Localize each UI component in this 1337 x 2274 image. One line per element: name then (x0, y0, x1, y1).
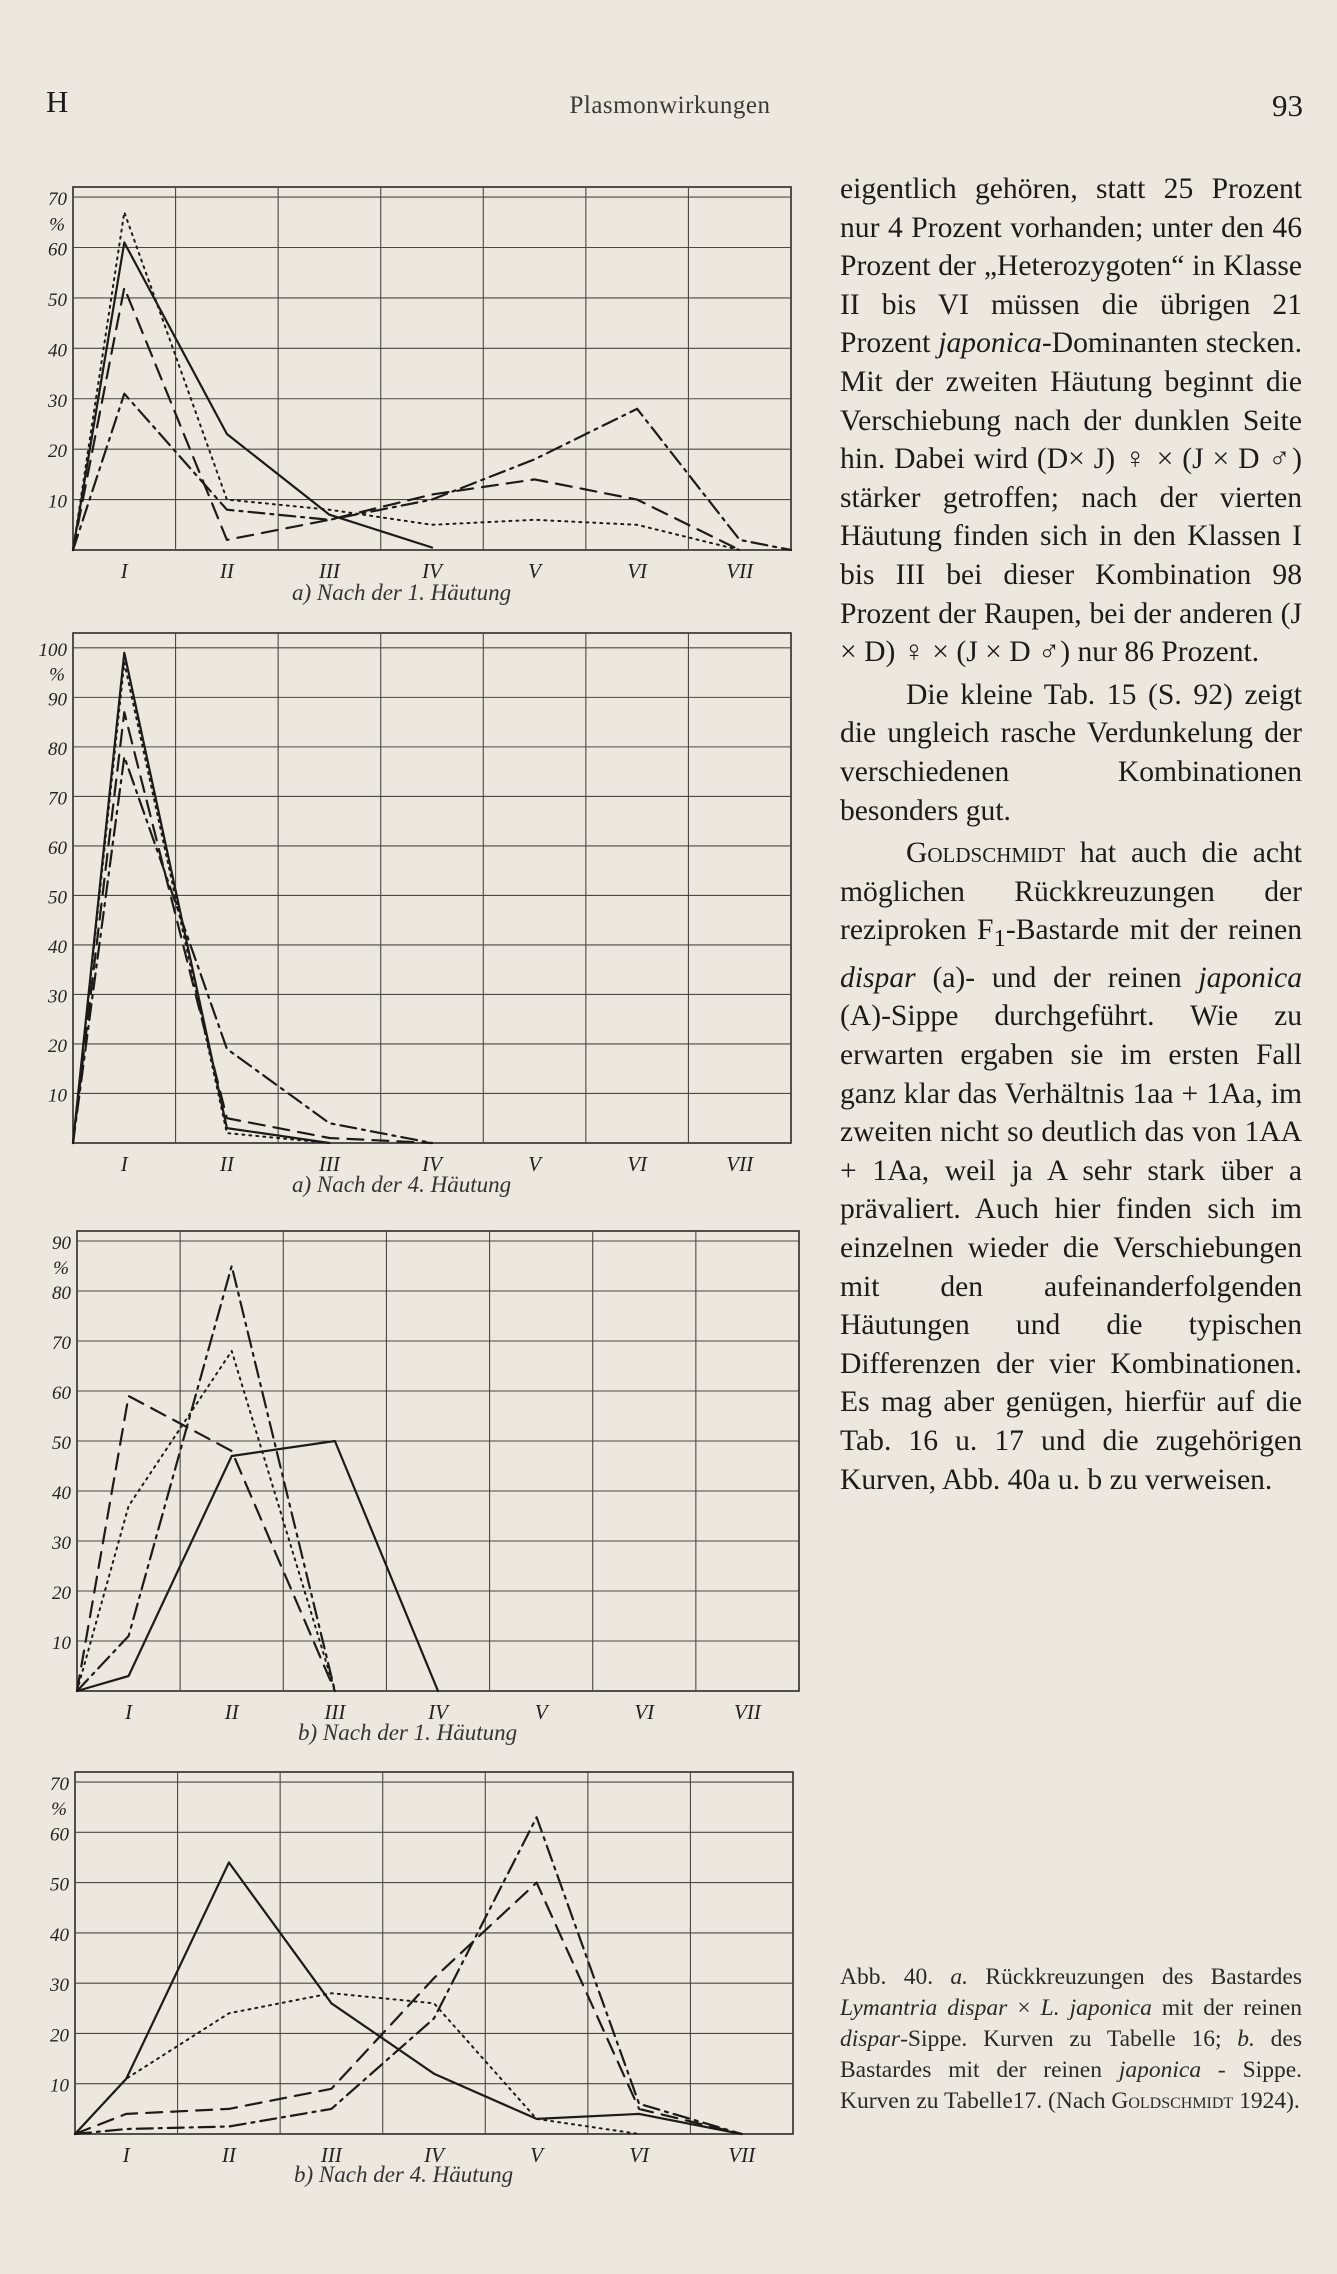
y-tick-label: 20 (50, 2025, 69, 2047)
paragraph: Die kleine Tab. 15 (S. 92) zeigt die ungleich rasche Verdunkelung der verschiedenen Kombinationen besonders gut. (840, 678, 1302, 827)
y-unit-label: % (53, 1258, 69, 1279)
page-number: 93 (1272, 88, 1303, 123)
x-category-label: VI (634, 1700, 655, 1724)
x-category-label: II (221, 2143, 236, 2167)
y-tick-label: 20 (48, 441, 67, 463)
x-category-label: I (125, 1700, 133, 1724)
x-category-label: VII (726, 559, 754, 583)
paragraph: eigentlich gehören, statt 25 Prozent nur 4 Prozent vorhanden; unter den 46 Prozent der „Heterozygoten“ in Klasse II bis VI müssen die übrigen 21 Prozent japonica-Dominanten stecken. Mit der zweiten Häutung beginnt die Verschiebung nach der dunklen Seite hin. Dabei wird (D× J) ♀ × (J × D ♂) stärker getroffen; nach der vierten Häutung finden sich in den Klassen I bis III bei dieser Kombination 98 Prozent der Raupen, bei der anderen (J × D) ♀ × (J × D ♂) nur 86 Prozent. (840, 173, 1302, 669)
chart-caption: a) Nach der 4. Häutung (292, 1172, 512, 1197)
x-category-label: VII (734, 1700, 761, 1724)
y-tick-label: 10 (48, 1085, 67, 1107)
y-tick-label: 10 (48, 491, 67, 513)
x-category-label: VII (728, 2143, 756, 2167)
chart-caption: a) Nach der 1. Häutung (292, 580, 512, 605)
y-unit-label: % (49, 664, 65, 686)
y-tick-label: 60 (48, 837, 67, 859)
x-category-label: IV (428, 1700, 448, 1724)
y-tick-label: 70 (52, 1333, 71, 1354)
y-tick-label: 30 (48, 986, 67, 1008)
y-unit-label: % (49, 214, 65, 236)
y-tick-label: 40 (52, 1483, 71, 1504)
y-tick-label: 60 (48, 239, 67, 261)
x-category-label: III (318, 559, 340, 583)
chart-caption: b) Nach der 4. Häutung (294, 2162, 514, 2187)
y-tick-label: 50 (50, 1874, 69, 1896)
x-category-label: I (122, 2143, 130, 2167)
y-tick-label: 70 (50, 1774, 69, 1796)
series-line-solid (75, 1863, 742, 2135)
series-line-dashed (75, 1883, 742, 2134)
x-category-label: III (324, 1700, 346, 1724)
x-category-label: II (224, 1700, 239, 1724)
y-tick-label: 20 (52, 1583, 71, 1604)
x-category-label: III (320, 2143, 342, 2167)
x-category-label: V (530, 2143, 543, 2167)
y-tick-label: 10 (52, 1633, 71, 1654)
running-head-left: H (46, 84, 69, 119)
x-category-label: I (120, 559, 128, 583)
y-tick-label: 40 (50, 1924, 69, 1946)
chart-caption: b) Nach der 1. Häutung (298, 1720, 518, 1745)
y-tick-label: 50 (48, 289, 67, 311)
running-head-title: Plasmonwirkungen (569, 92, 771, 119)
x-category-label: VI (627, 1152, 648, 1176)
y-tick-label: 40 (48, 340, 67, 362)
y-tick-label: 30 (52, 1533, 71, 1554)
y-tick-label: 20 (48, 1035, 67, 1057)
x-category-label: IV (424, 2143, 444, 2167)
plot-frame (75, 1772, 793, 2134)
y-tick-label: 60 (52, 1383, 71, 1404)
x-category-label: II (219, 1152, 234, 1176)
x-category-label: IV (422, 559, 442, 583)
y-tick-label: 10 (50, 2075, 69, 2097)
figure-caption: Abb. 40. a. Rückkreuzungen des Bastardes Lymantria dispar × L. japonica mit der reinen dispar-Sippe. Kurven zu Tabelle 16; b. des Bastardes mit der reinen japonica - Sippe. Kurven zu Tabelle17. (Nach Goldschmidt 1924). (840, 1964, 1303, 2114)
y-tick-label: 80 (48, 738, 67, 760)
y-tick-label: 70 (48, 189, 67, 211)
body-text-column (840, 170, 1302, 1499)
x-category-label: VI (627, 559, 648, 583)
y-tick-label: 30 (48, 390, 67, 412)
paragraph: Goldschmidt hat auch die acht möglichen Rückkreuzungen der reziproken $F_1$-Bastarde mit der reinen dispar (a)- und der reinen japonica (A)-Sippe durchgeführt. Wie zu erwarten ergaben sie im ersten Fall ganz klar das Verhältnis 1aa + 1Aa, im zweiten nicht so deutlich das von 1AA + 1Aa, weil ja A sehr stark über a prävaliert. Auch hier finden sich im einzelnen wieder die Verschiebungen mit den aufeinanderfolgenden Häutungen und die typischen Differenzen der vier Kombinationen. Es mag aber genügen, hierfür auf die Tab. 16 u. 17 und die zugehörigen Kurven, Abb. 40a u. b zu verweisen. (840, 837, 1302, 1496)
y-tick-label: 50 (48, 887, 67, 909)
y-tick-label: 50 (52, 1433, 71, 1454)
y-tick-label: 90 (52, 1233, 71, 1254)
y-tick-label: 70 (48, 788, 67, 810)
x-category-label: III (318, 1152, 340, 1176)
y-tick-label: 100 (38, 639, 67, 661)
x-category-label: VII (726, 1152, 754, 1176)
x-category-label: V (534, 1700, 548, 1724)
x-category-label: VI (629, 2143, 650, 2167)
x-category-label: I (120, 1152, 128, 1176)
y-tick-label: 40 (48, 936, 67, 958)
x-category-label: IV (422, 1152, 442, 1176)
y-tick-label: 60 (50, 1824, 69, 1846)
y-tick-label: 80 (52, 1283, 71, 1304)
x-category-label: V (528, 1152, 541, 1176)
y-tick-label: 30 (50, 1975, 69, 1997)
y-tick-label: 90 (48, 689, 67, 711)
x-category-label: II (219, 559, 234, 583)
y-unit-label: % (51, 1799, 67, 1821)
x-category-label: V (528, 559, 541, 583)
